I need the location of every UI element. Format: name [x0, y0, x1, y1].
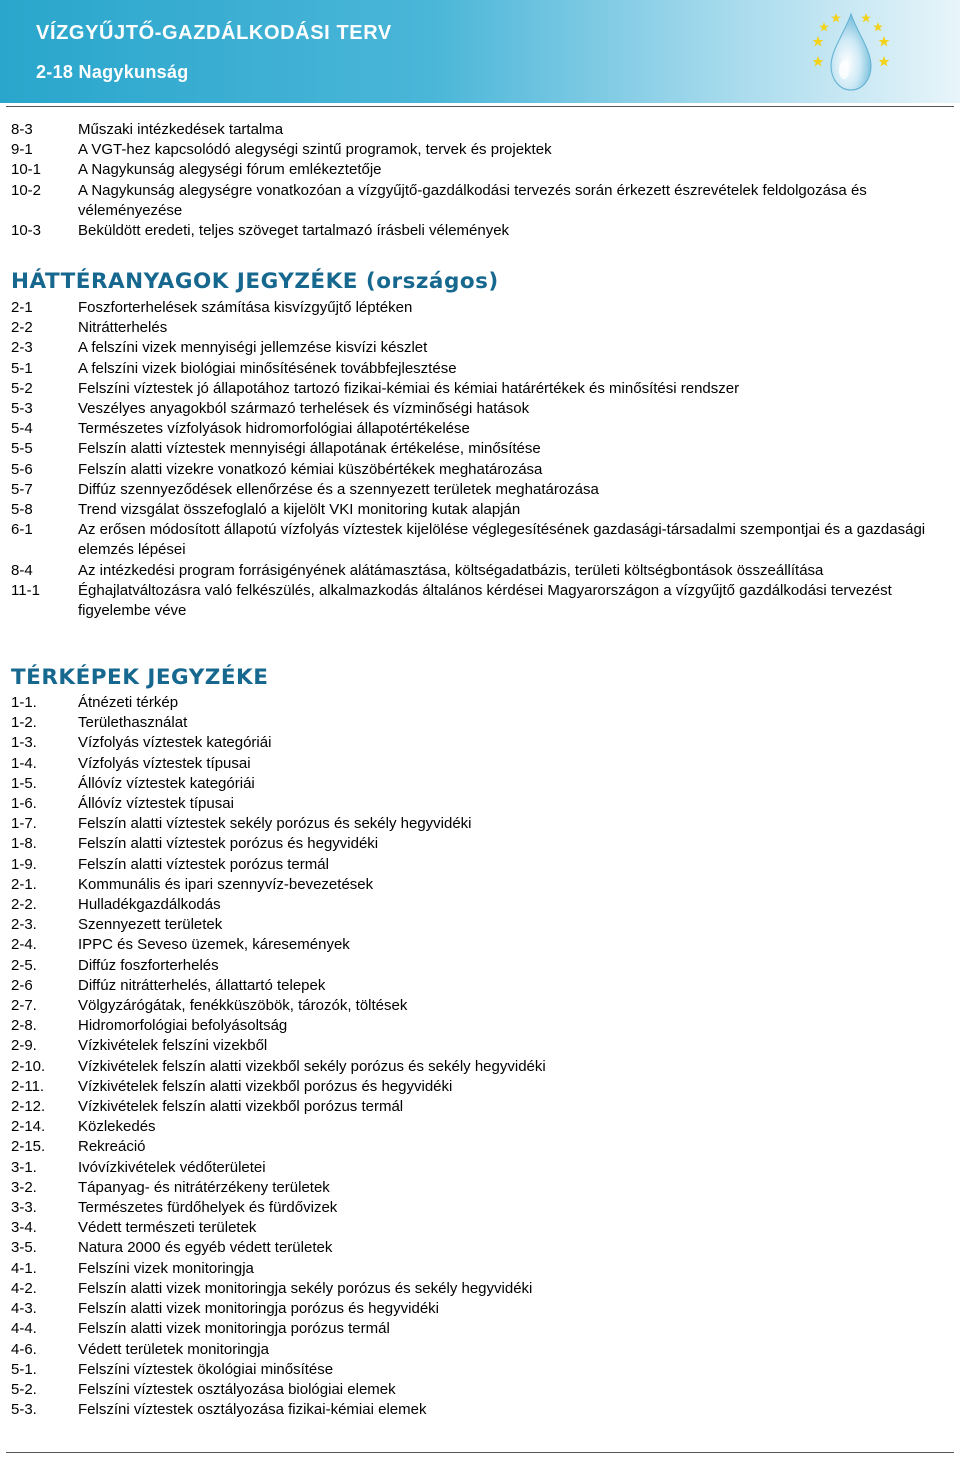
list-item [11, 1380, 955, 1400]
list-item [11, 1319, 955, 1339]
list-item [11, 120, 955, 140]
list-item [11, 140, 955, 160]
list-item [11, 419, 955, 439]
item-code: 10-2 [11, 181, 42, 199]
list-item [11, 561, 955, 581]
list-item [11, 439, 955, 459]
item-code: 11-1 [11, 581, 40, 599]
item-code: 1-2. [11, 714, 37, 732]
item-title: Veszélyes anyagokból származó terhelések és vízminőségi hatások [78, 400, 530, 418]
item-code: 5-2. [11, 1380, 37, 1398]
item-title: Szennyezett területek [78, 916, 223, 934]
item-code: 5-1 [11, 359, 33, 377]
item-code: 1-7. [11, 815, 37, 833]
item-title: Felszín alatti vizek monitoringja porózus termál [78, 1320, 390, 1338]
item-code: 5-3. [11, 1401, 37, 1419]
item-title: Műszaki intézkedések tartalma [78, 121, 284, 138]
list-item [11, 520, 955, 560]
item-code: 5-5 [11, 440, 33, 458]
item-title: Völgyzárógátak, fenékküszöbök, tározók, töltések [78, 997, 408, 1015]
list-item [11, 693, 955, 713]
item-code: 5-6 [11, 460, 33, 478]
item-title: Felszín alatti víztestek porózus és hegyvidéki [78, 835, 379, 853]
item-title: Hidromorfológiai befolyásoltság [78, 1017, 288, 1035]
item-code: 4-2. [11, 1279, 37, 1297]
item-code: 2-1 [11, 299, 33, 316]
item-code: 8-4 [11, 561, 33, 579]
item-title: Felszín alatti vizek monitoringja porózus és hegyvidéki [78, 1300, 440, 1318]
item-title: Felszín alatti víztestek porózus termál [78, 855, 329, 873]
item-code: 2-4. [11, 936, 37, 954]
item-code: 2-3. [11, 916, 37, 934]
item-code: 2-10. [11, 1057, 46, 1075]
list-item [11, 1117, 955, 1137]
item-code: 1-1. [11, 694, 37, 711]
item-title: Az intézkedési program forrásigényének alátámasztása, költségadatbázis, területi költségbontások összeállítása [78, 561, 824, 579]
item-code: 1-6. [11, 795, 37, 813]
list-item [11, 1400, 955, 1420]
item-code: 2-1. [11, 875, 37, 893]
item-code: 3-4. [11, 1219, 37, 1237]
item-title: Felszín alatti víztestek mennyiségi állapotának értékelése, minősítése [78, 440, 541, 458]
list-item [11, 1279, 955, 1299]
item-title: A VGT-hez kapcsolódó alegységi szintű programok, tervek és projektek [78, 141, 552, 159]
list-item [11, 1340, 955, 1360]
item-title: Vízfolyás víztestek kategóriái [78, 734, 272, 752]
list-item [11, 1198, 955, 1218]
item-code: 2-2. [11, 896, 37, 914]
page-header [0, 0, 960, 103]
item-title: Tápanyag- és nitrátérzékeny területek [78, 1178, 330, 1196]
item-code: 2-14. [11, 1118, 46, 1136]
item-code: 2-15. [11, 1138, 46, 1156]
background-section-heading: HÁTTÉRANYAGOK JEGYZÉKE (országos) [11, 269, 499, 294]
list-item [11, 754, 955, 774]
list-item [11, 774, 955, 794]
list-item [11, 359, 955, 379]
list-item [11, 956, 955, 976]
item-title: Felszíni víztestek ökológiai minősítése [78, 1360, 334, 1378]
background-list [11, 298, 955, 621]
list-item [11, 976, 955, 996]
item-code: 1-9. [11, 855, 37, 873]
list-item [11, 1137, 955, 1157]
item-title: A felszíni vizek mennyiségi jellemzése kisvízi készlet [78, 339, 428, 357]
list-item [11, 379, 955, 399]
item-title: Vízkivételek felszín alatti vizekből porózus termál [78, 1098, 404, 1116]
item-code: 4-3. [11, 1300, 37, 1318]
item-code: 3-3. [11, 1199, 37, 1217]
item-code: 1-8. [11, 835, 37, 853]
item-code: 4-6. [11, 1340, 37, 1358]
item-title: Ivóvízkivételek védőterületei [78, 1158, 266, 1176]
item-code: 5-3 [11, 400, 33, 418]
top-list [11, 120, 955, 241]
item-code: 2-3 [11, 339, 33, 357]
list-item [11, 996, 955, 1016]
item-title: Trend vizsgálat összefoglaló a kijelölt VKI monitoring kutak alapján [78, 501, 521, 519]
document-subtitle: 2-18 Nagykunság [36, 62, 189, 82]
item-code: 10-1 [11, 161, 42, 179]
list-item [11, 181, 955, 221]
list-item [11, 399, 955, 419]
item-title: Természetes fürdőhelyek és fürdővizek [78, 1199, 338, 1217]
item-title: Vízfolyás víztestek típusai [78, 754, 251, 772]
water-drop-logo-icon [806, 6, 896, 96]
list-item [11, 733, 955, 753]
item-title: Foszforterhelések számítása kisvízgyűjtő léptéken [78, 299, 413, 316]
item-code: 3-1. [11, 1158, 37, 1176]
list-item [11, 935, 955, 955]
item-code: 1-3. [11, 734, 37, 752]
maps-list [11, 693, 955, 1420]
list-item [11, 1057, 955, 1077]
item-title: Felszíni vizek monitoringja [78, 1259, 254, 1277]
list-item [11, 1036, 955, 1056]
list-item [11, 298, 955, 318]
list-item [11, 1238, 955, 1258]
item-title: Védett területek monitoringja [78, 1340, 269, 1358]
item-title: Területhasználat [78, 714, 188, 732]
item-code: 2-5. [11, 956, 37, 974]
item-title: Felszíni víztestek osztályozása fizikai-kémiai elemek [78, 1401, 427, 1419]
item-code: 1-4. [11, 754, 37, 772]
item-title: Közlekedés [78, 1118, 156, 1136]
item-title: Diffúz nitrátterhelés, állattartó telepek [78, 976, 326, 994]
list-item [11, 1077, 955, 1097]
item-code: 4-1. [11, 1259, 37, 1277]
list-item [11, 875, 955, 895]
item-title: Nitrátterhelés [78, 319, 168, 337]
item-code: 5-4 [11, 420, 33, 438]
item-code: 10-3 [11, 222, 42, 240]
list-item [11, 338, 955, 358]
list-item [11, 581, 955, 621]
item-title: Védett természeti területek [78, 1219, 257, 1237]
item-title: Felszín alatti vizekre vonatkozó kémiai küszöbértékek meghatározása [78, 460, 543, 478]
item-title: Éghajlatváltozásra való felkészülés, alkalmazkodás általános kérdései Magyarországon a vízgyűjtő gazdálkodási tervezést figyelembe véve [78, 581, 892, 620]
header-divider [6, 106, 954, 107]
item-title: A Nagykunság alegységi fórum emlékeztetője [78, 161, 382, 179]
item-title: Felszín alatti vizek monitoringja sekély porózus és sekély hegyvidéki [78, 1279, 533, 1297]
list-item [11, 160, 955, 180]
list-item [11, 500, 955, 520]
item-title: Felszín alatti víztestek sekély porózus és sekély hegyvidéki [78, 815, 472, 833]
item-code: 8-3 [11, 121, 33, 138]
item-title: Felszíni víztestek osztályozása biológiai elemek [78, 1380, 396, 1398]
item-code: 1-5. [11, 774, 37, 792]
list-item [11, 915, 955, 935]
item-code: 2-2 [11, 319, 33, 337]
list-item [11, 794, 955, 814]
list-item [11, 1158, 955, 1178]
list-item [11, 1360, 955, 1380]
item-code: 5-1. [11, 1360, 37, 1378]
list-item [11, 855, 955, 875]
item-title: IPPC és Seveso üzemek, káresemények [78, 936, 350, 954]
list-item [11, 713, 955, 733]
item-title: Állóvíz víztestek kategóriái [78, 774, 255, 792]
document-title: VÍZGYŰJTŐ-GAZDÁLKODÁSI TERV [36, 22, 392, 44]
list-item [11, 1299, 955, 1319]
item-title: Vízkivételek felszín alatti vizekből porózus és hegyvidéki [78, 1077, 453, 1095]
item-title: Beküldött eredeti, teljes szöveget tartalmazó írásbeli vélemények [78, 222, 510, 240]
list-item [11, 480, 955, 500]
list-item [11, 895, 955, 915]
item-title: A Nagykunság alegységre vonatkozóan a vízgyűjtő-gazdálkodási tervezés során érkezett észrevételek feldolgozása és véleményezése [78, 181, 867, 219]
item-code: 2-11. [11, 1077, 45, 1095]
item-code: 3-5. [11, 1239, 37, 1257]
item-title: Az erősen módosított állapotú vízfolyás víztestek kijelölése véglegesítésének gazdasági-társadalmi szempontjai és a gazdasági elemzés lépései [78, 521, 926, 559]
list-item [11, 834, 955, 854]
list-item [11, 814, 955, 834]
item-title: Természetes vízfolyások hidromorfológiai állapotértékelése [78, 420, 470, 438]
list-item [11, 318, 955, 338]
item-code: 2-8. [11, 1017, 37, 1035]
list-item [11, 1016, 955, 1036]
item-title: Diffúz foszforterhelés [78, 956, 219, 974]
item-title: Diffúz szennyeződések ellenőrzése és a szennyezett területek meghatározása [78, 480, 599, 498]
item-title: Vízkivételek felszíni vizekből [78, 1037, 268, 1055]
item-title: Natura 2000 és egyéb védett területek [78, 1239, 333, 1257]
item-code: 4-4. [11, 1320, 37, 1338]
item-code: 2-6 [11, 976, 33, 994]
item-title: Felszíni víztestek jó állapotához tartozó fizikai-kémiai és kémiai határértékek és minősítési rendszer [78, 379, 740, 397]
item-title: Átnézeti térkép [78, 694, 179, 711]
list-item [11, 1259, 955, 1279]
list-item [11, 1097, 955, 1117]
item-title: Hulladékgazdálkodás [78, 896, 221, 914]
list-item [11, 1218, 955, 1238]
item-code: 6-1 [11, 521, 33, 539]
item-code: 3-2. [11, 1178, 37, 1196]
item-code: 9-1 [11, 141, 33, 159]
item-title: Rekreáció [78, 1138, 146, 1156]
item-code: 5-2 [11, 379, 33, 397]
item-code: 2-12. [11, 1098, 46, 1116]
item-title: Kommunális és ipari szennyvíz-bevezetések [78, 875, 374, 893]
item-title: Állóvíz víztestek típusai [78, 795, 234, 813]
item-title: Vízkivételek felszín alatti vizekből sekély porózus és sekély hegyvidéki [78, 1057, 546, 1075]
maps-section-heading: TÉRKÉPEK JEGYZÉKE [11, 665, 269, 690]
list-item [11, 1178, 955, 1198]
item-code: 5-7 [11, 480, 33, 498]
item-title: A felszíni vizek biológiai minősítésének továbbfejlesztése [78, 359, 457, 377]
item-code: 5-8 [11, 501, 33, 519]
list-item [11, 460, 955, 480]
item-code: 2-7. [11, 997, 37, 1015]
item-code: 2-9. [11, 1037, 37, 1055]
list-item [11, 221, 955, 241]
footer-divider [6, 1452, 954, 1453]
